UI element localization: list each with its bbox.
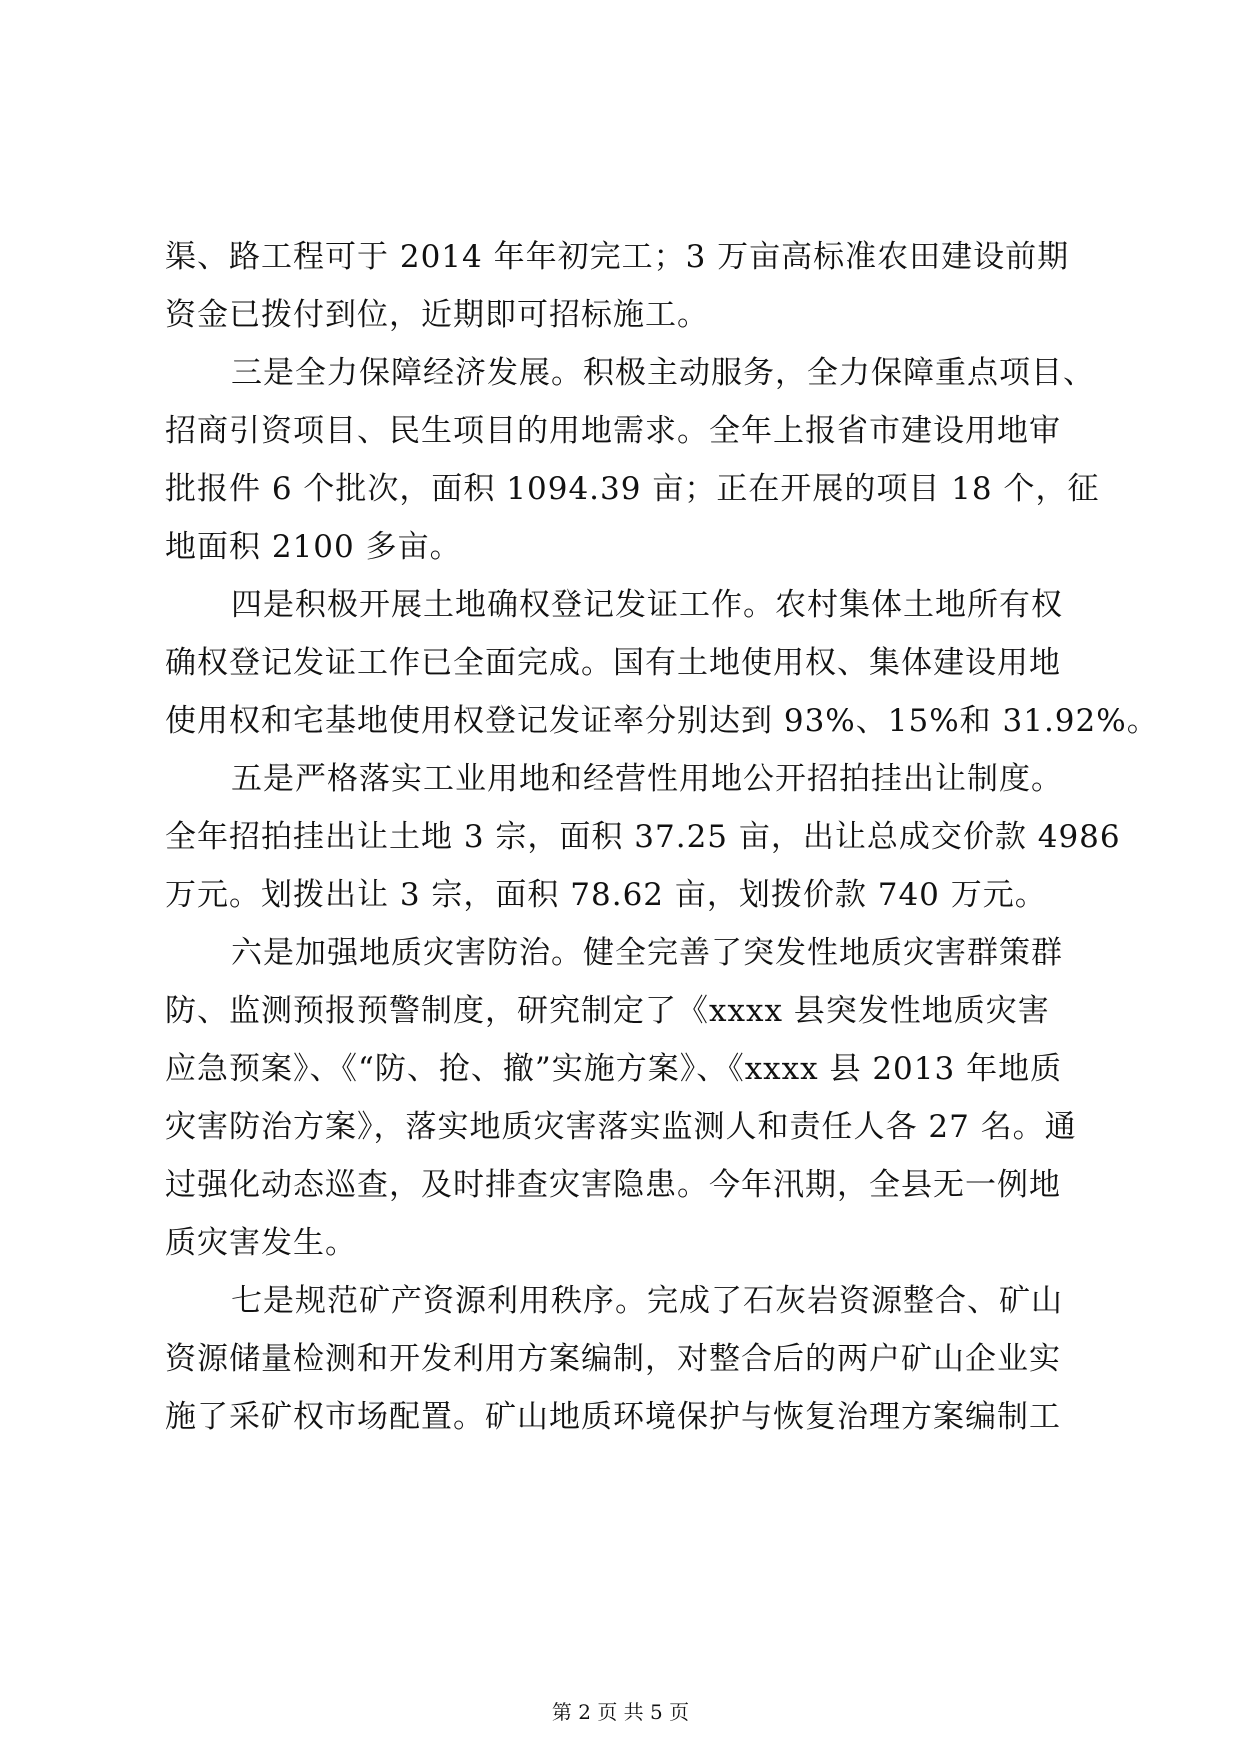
text-line: 四是积极开展土地确权登记发证工作。农村集体土地所有权 xyxy=(231,587,1063,623)
text-line: 确权登记发证工作已全面完成。国有土地使用权、集体建设用地 xyxy=(165,645,1061,681)
text-line: 资金已拨付到位，近期即可招标施工。 xyxy=(165,297,709,333)
text-line: 使用权和宅基地使用权登记发证率分别达到 93%、15%和 31.92%。 xyxy=(165,703,1159,739)
paragraph-3 xyxy=(165,576,1159,750)
text-line: 质灾害发生。 xyxy=(165,1225,357,1261)
text-line: 五是严格落实工业用地和经营性用地公开招拍挂出让制度。 xyxy=(231,761,1063,797)
text-line: 七是规范矿产资源利用秩序。完成了石灰岩资源整合、矿山 xyxy=(231,1283,1063,1319)
text-line: 招商引资项目、民生项目的用地需求。全年上报省市建设用地审 xyxy=(165,413,1061,449)
text-line: 资源储量检测和开发利用方案编制，对整合后的两户矿山企业实 xyxy=(165,1341,1061,1377)
text-line: 渠、路工程可于 2014 年年初完工；3 万亩高标准农田建设前期 xyxy=(165,239,1070,275)
paragraph-5 xyxy=(165,924,1080,1272)
text-line: 六是加强地质灾害防治。健全完善了突发性地质灾害群策群 xyxy=(231,935,1063,971)
text-line: 过强化动态巡查，及时排查灾害隐患。今年汛期，全县无一例地 xyxy=(165,1167,1061,1203)
text-line: 全年招拍挂出让土地 3 宗，面积 37.25 亩，出让总成交价款 4986 xyxy=(165,819,1121,855)
text-line: 灾害防治方案》，落实地质灾害落实监测人和责任人各 27 名。通 xyxy=(165,1109,1077,1145)
text-line: 批报件 6 个批次，面积 1094.39 亩；正在开展的项目 18 个，征 xyxy=(165,471,1100,507)
paragraph-1 xyxy=(165,228,1080,344)
text-line: 地面积 2100 多亩。 xyxy=(165,529,462,565)
paragraph-6 xyxy=(165,1272,1080,1446)
text-line: 防、监测预报预警制度，研究制定了《xxxx 县突发性地质灾害 xyxy=(165,993,1050,1029)
page-footer: 第 2 页 共 5 页 xyxy=(551,1700,690,1724)
text-line: 施了采矿权市场配置。矿山地质环境保护与恢复治理方案编制工 xyxy=(165,1399,1061,1435)
paragraph-4 xyxy=(165,750,1121,924)
text-line: 万元。划拨出让 3 宗，面积 78.62 亩，划拨价款 740 万元。 xyxy=(165,877,1047,913)
paragraph-2 xyxy=(165,344,1100,576)
text-line: 三是全力保障经济发展。积极主动服务，全力保障重点项目、 xyxy=(231,355,1095,391)
text-line: 应急预案》、《“防、抢、撤”实施方案》、《xxxx 县 2013 年地质 xyxy=(165,1051,1063,1087)
document-body xyxy=(165,228,1159,1446)
